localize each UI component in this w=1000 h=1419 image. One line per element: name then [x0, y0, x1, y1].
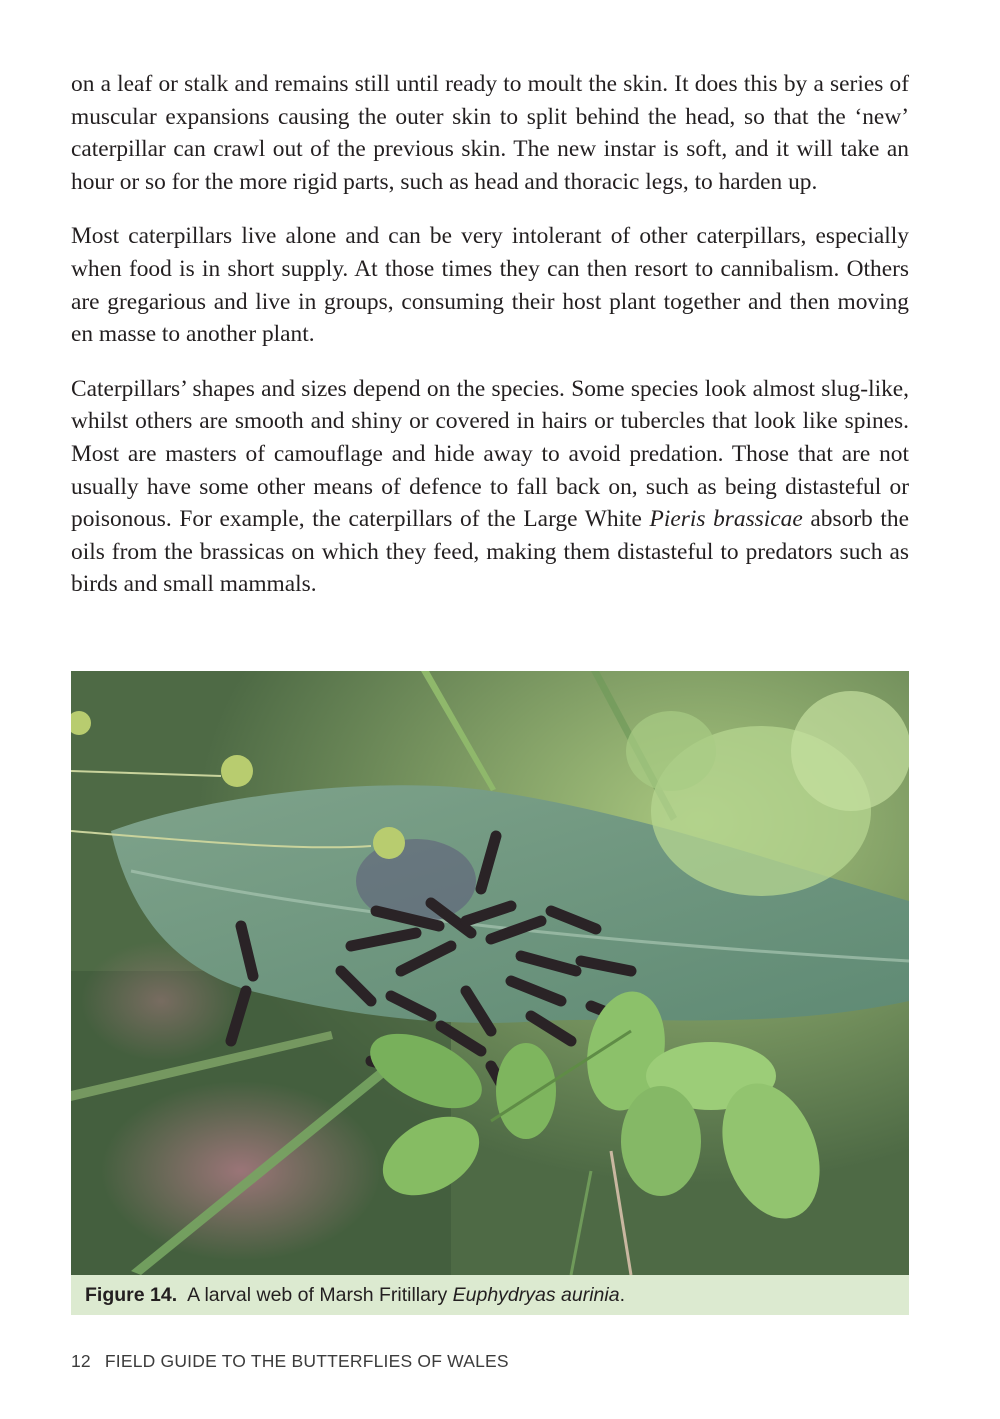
figure-caption: [71, 1275, 909, 1315]
paragraph-2: Most caterpillars live alone and can be very intolerant of other caterpillars, especially when food is in short supply. At those times they can then resort to cannibalism. Others are gregarious and live in groups, consuming their host plant together and then moving en masse to another plant.: [71, 223, 909, 348]
paragraph-3-text-a: Caterpillars’ shapes and sizes depend on the species. Some species look almost slug-like, whilst others are smooth and shiny or covered in hairs or tubercles that look like spines. Most are masters of camouflage and hide away to avoid predation. Those that are not usually have some other means of defence to fall back on, such as being distasteful or poisonous. For example, the caterpillars of the Large White: [71, 375, 909, 533]
paragraph-3-text-b: absorb the oils from the brassicas on which they feed, making them distasteful to predators such as birds and small mammals.: [71, 506, 909, 598]
species-name-large-white: Pieris brassicae: [649, 506, 803, 533]
figure-species-name: Euphydryas aurinia: [452, 1284, 620, 1306]
figure-photo: [71, 671, 909, 1275]
page-footer: [71, 1351, 509, 1372]
figure-caption-text: A larval web of Marsh Fritillary: [187, 1284, 453, 1306]
figure-caption-end: .: [619, 1284, 625, 1306]
body-text: [71, 68, 909, 601]
page-number: 12: [71, 1351, 91, 1371]
paragraph-1: on a leaf or stalk and remains still until ready to moult the skin. It does this by a series of muscular expansions causing the outer skin to split behind the head, so that the ‘new’ caterpillar can crawl out of the previous skin. The new instar is soft, and it will take an hour or so for the more rigid parts, such as head and thoracic legs, to harden up.: [71, 71, 909, 195]
running-title: FIELD GUIDE TO THE BUTTERFLIES OF WALES: [104, 1351, 509, 1371]
paragraph-3: [71, 373, 909, 601]
figure-label: Figure 14.: [85, 1284, 178, 1306]
